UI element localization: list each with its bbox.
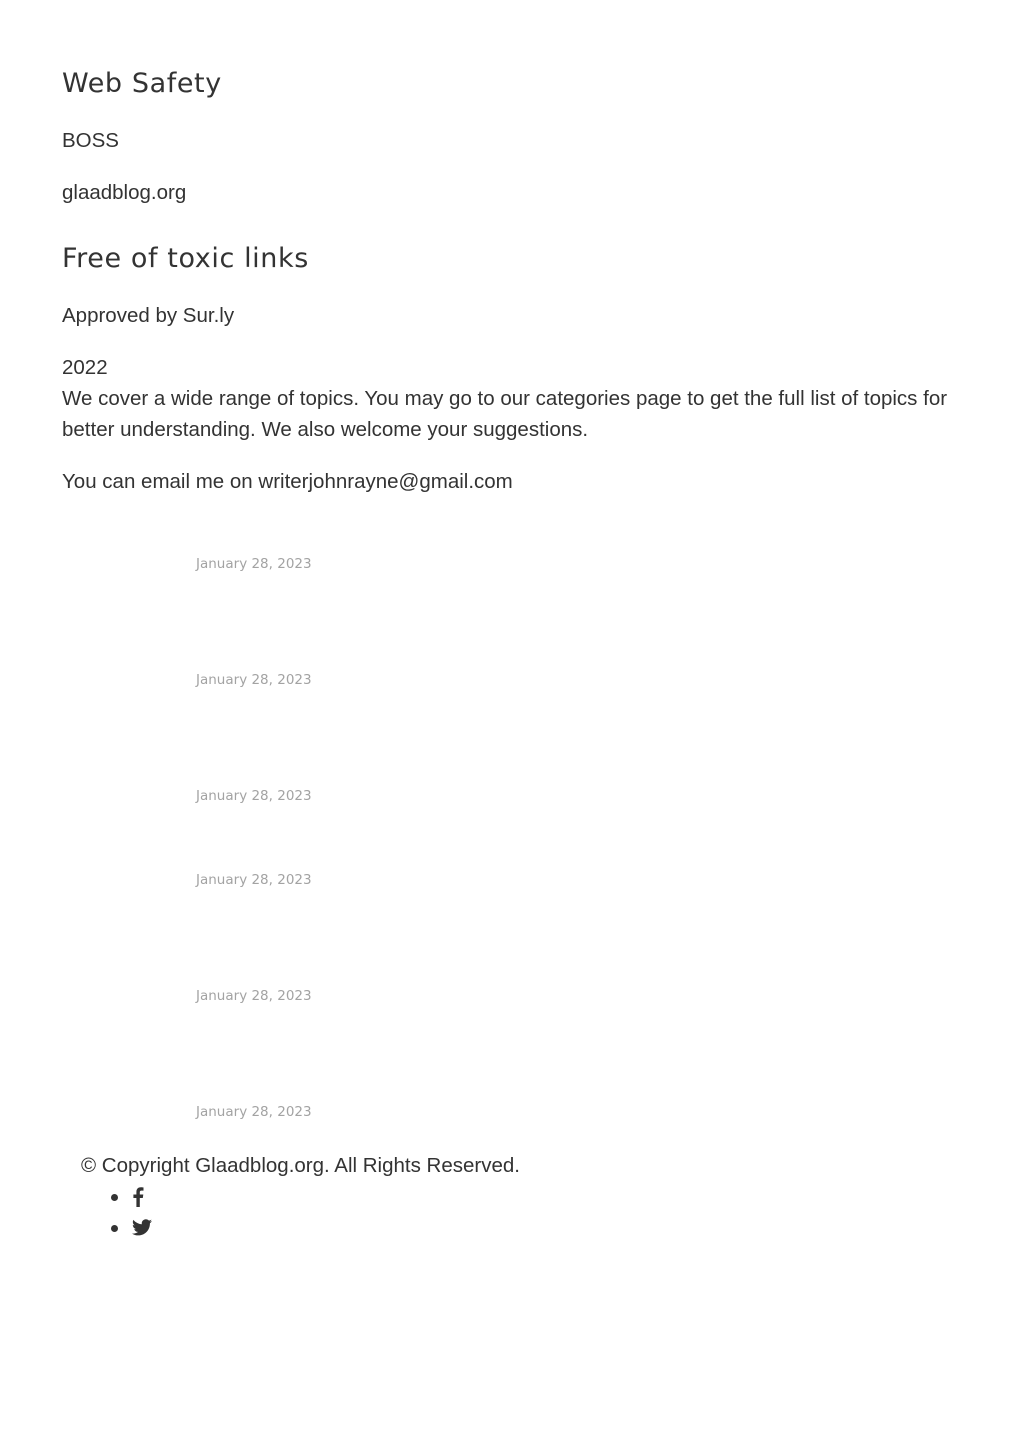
web-safety-site-text: glaadblog.org	[62, 181, 187, 204]
social-links	[132, 1181, 152, 1243]
facebook-link[interactable]	[132, 1187, 144, 1207]
social-item-twitter	[132, 1212, 152, 1243]
post-date: January 28, 2023	[196, 788, 312, 804]
twitter-icon	[132, 1219, 152, 1236]
post-date: January 28, 2023	[196, 1104, 312, 1120]
post-date: January 28, 2023	[196, 988, 312, 1004]
twitter-link[interactable]	[132, 1219, 152, 1236]
web-safety-heading: Web Safety	[62, 68, 222, 99]
web-safety-boss-text: BOSS	[62, 129, 119, 152]
approval-year-text: 2022	[62, 356, 108, 379]
about-description: We cover a wide range of topics. You may go to our categories page to get the full list of topics for better understanding. We also welcome your suggestions.	[62, 387, 948, 441]
post-date: January 28, 2023	[196, 872, 312, 888]
post-date: January 28, 2023	[196, 556, 312, 572]
social-item-facebook	[132, 1181, 152, 1212]
post-date: January 28, 2023	[196, 672, 312, 688]
contact-email-text: You can email me on writerjohnrayne@gmail.com	[62, 470, 513, 493]
footer-copyright: © Copyright Glaadblog.org. All Rights Reserved.	[81, 1154, 520, 1177]
facebook-icon	[132, 1187, 144, 1207]
approved-by-text: Approved by Sur.ly	[62, 304, 235, 327]
toxic-links-heading: Free of toxic links	[62, 243, 309, 274]
